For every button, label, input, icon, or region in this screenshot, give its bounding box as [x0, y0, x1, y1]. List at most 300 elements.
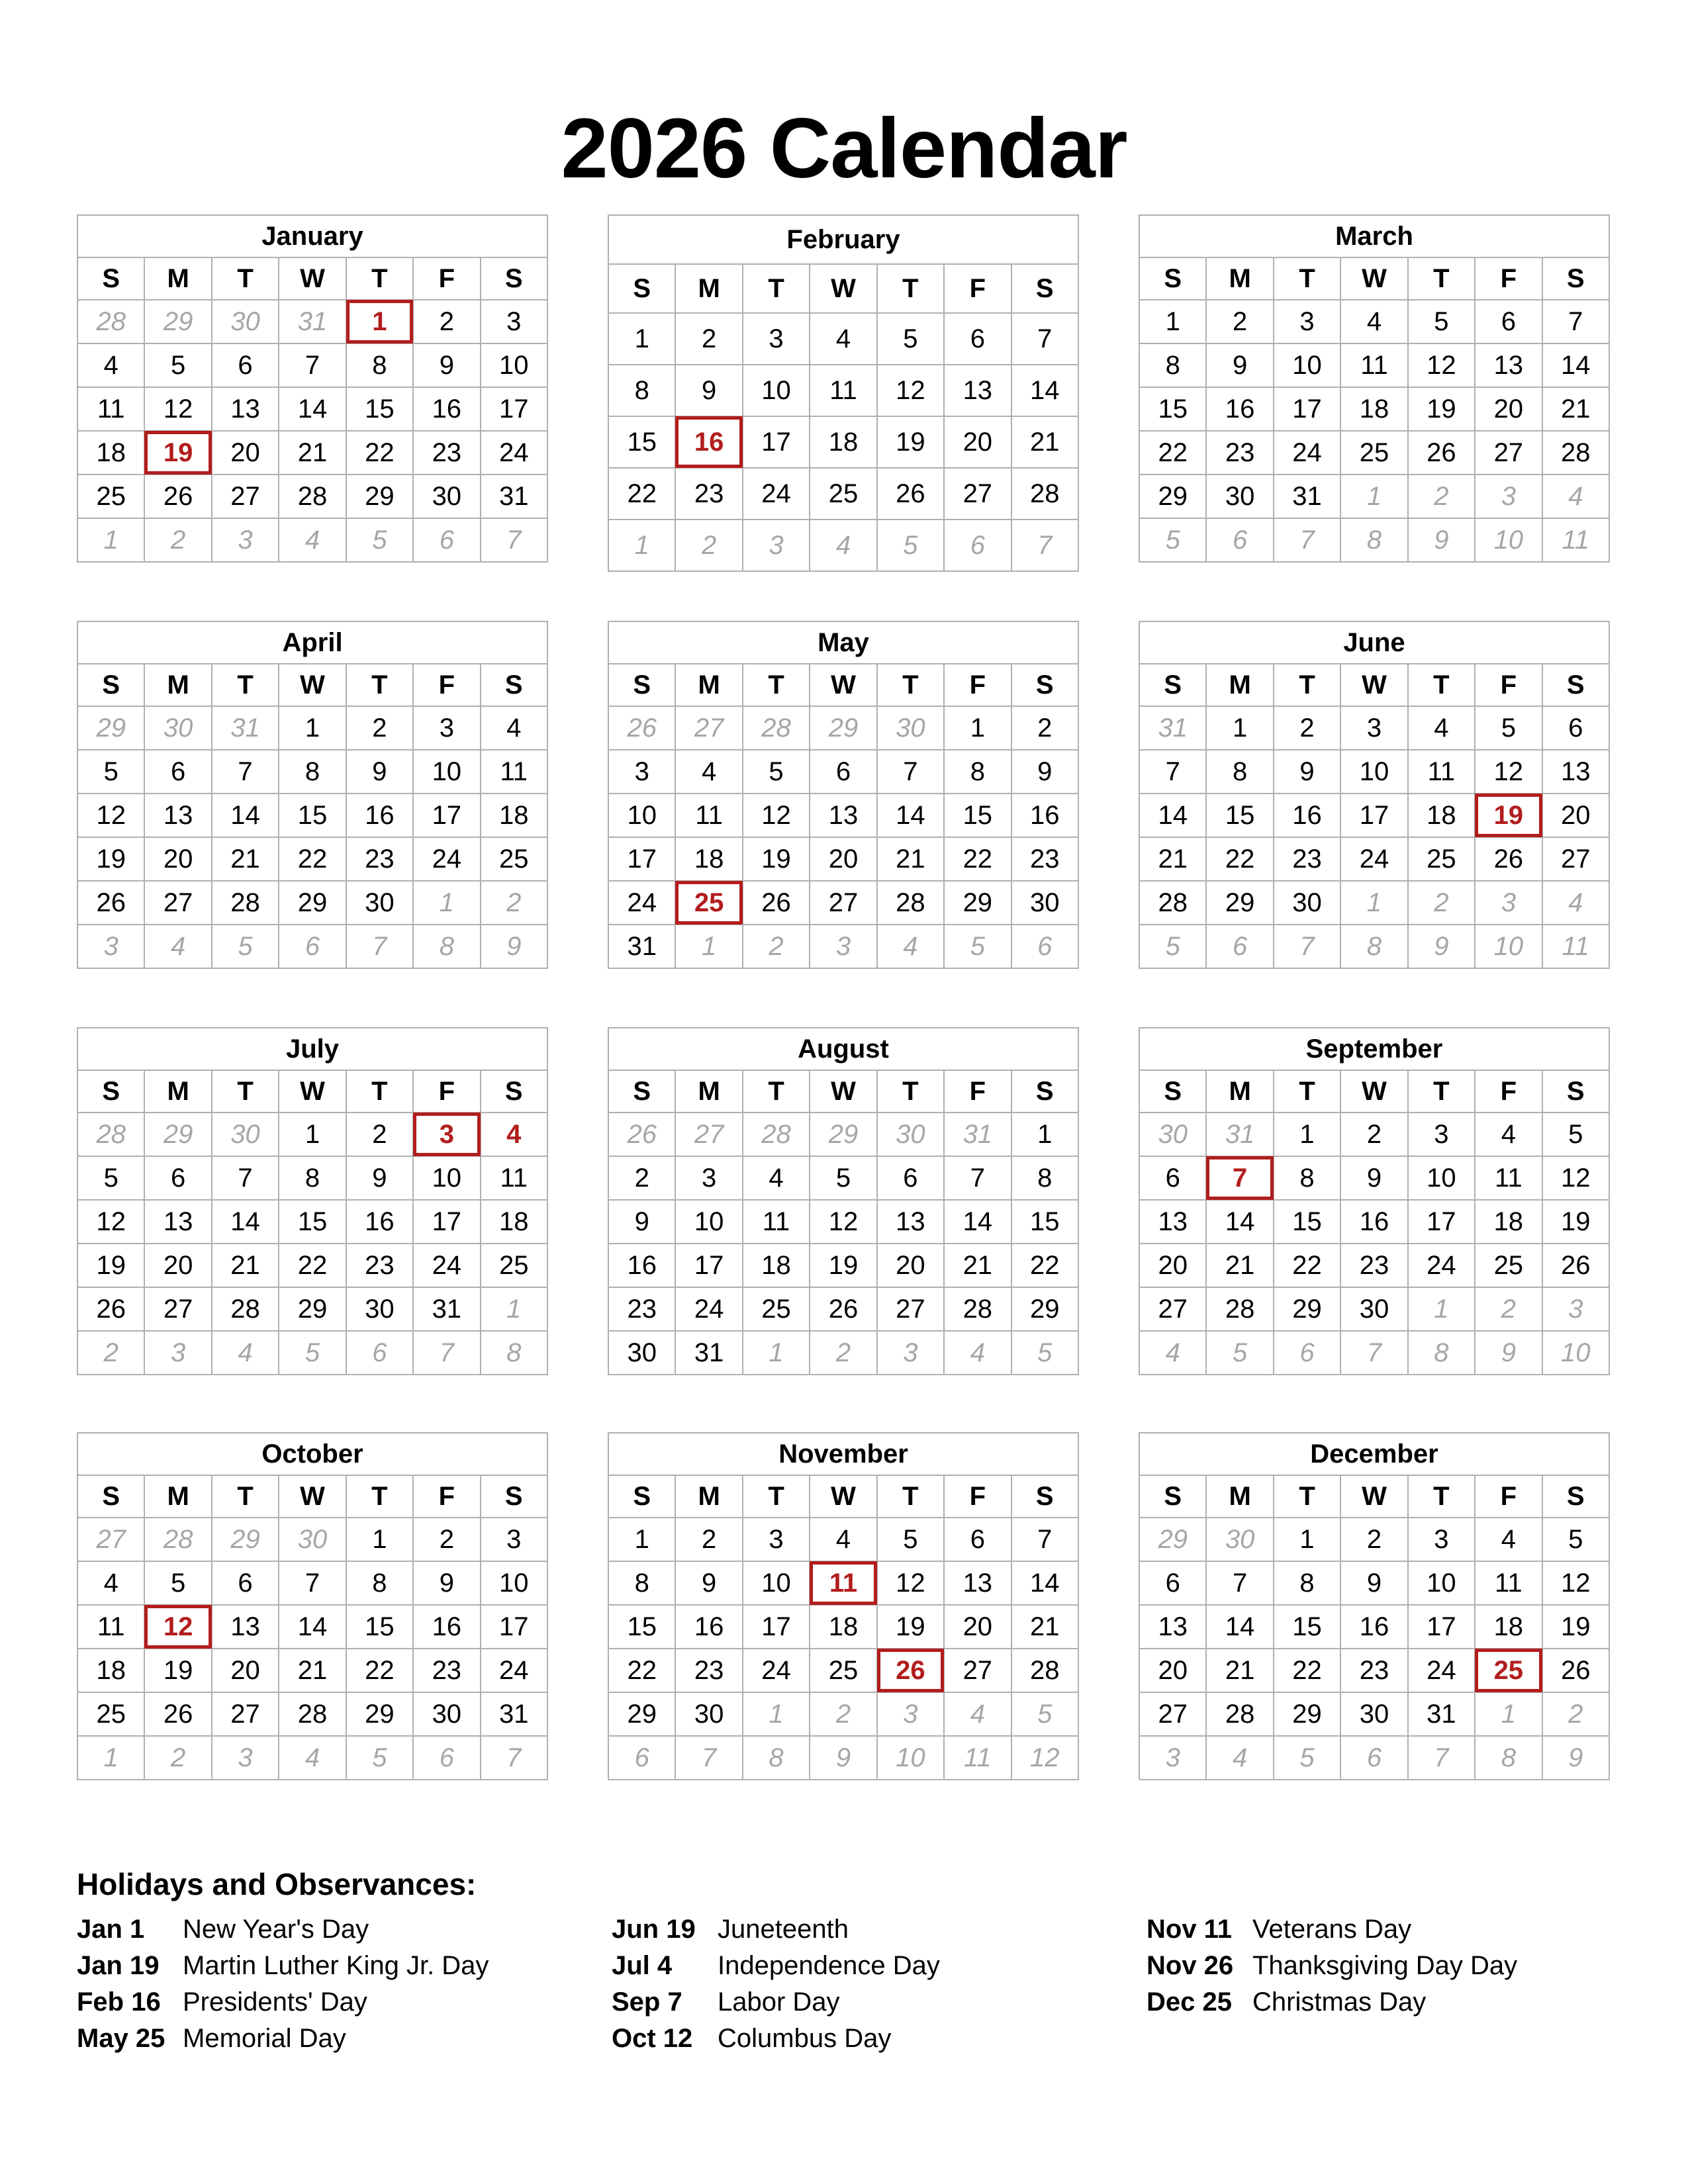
- day-cell[interactable]: 29: [1139, 475, 1206, 518]
- day-cell[interactable]: 17: [675, 1244, 742, 1287]
- day-cell[interactable]: 1: [1011, 1113, 1078, 1156]
- day-cell[interactable]: 7: [212, 750, 279, 794]
- adjacent-month-day-cell[interactable]: 30: [877, 1113, 944, 1156]
- day-cell[interactable]: 24: [608, 881, 675, 925]
- adjacent-month-day-cell[interactable]: 8: [1340, 925, 1407, 968]
- adjacent-month-day-cell[interactable]: 4: [944, 1692, 1011, 1736]
- day-cell[interactable]: 24: [413, 837, 480, 881]
- day-cell[interactable]: 29: [346, 475, 413, 518]
- day-cell[interactable]: 16: [1340, 1605, 1407, 1649]
- day-cell[interactable]: 4: [675, 750, 742, 794]
- day-cell[interactable]: 23: [1011, 837, 1078, 881]
- day-cell[interactable]: 1: [279, 706, 346, 750]
- day-cell[interactable]: 14: [1011, 1561, 1078, 1605]
- day-cell[interactable]: 21: [1206, 1649, 1273, 1692]
- day-cell[interactable]: 10: [413, 1156, 480, 1200]
- day-cell[interactable]: 10: [481, 1561, 547, 1605]
- day-cell[interactable]: 9: [413, 1561, 480, 1605]
- adjacent-month-day-cell[interactable]: 2: [481, 881, 547, 925]
- day-cell[interactable]: 8: [608, 1561, 675, 1605]
- day-cell[interactable]: 23: [413, 431, 480, 475]
- day-cell[interactable]: 31: [1274, 475, 1340, 518]
- day-cell[interactable]: 6: [212, 1561, 279, 1605]
- day-cell[interactable]: 11: [481, 750, 547, 794]
- adjacent-month-day-cell[interactable]: 9: [1475, 1331, 1542, 1375]
- adjacent-month-day-cell[interactable]: 2: [1408, 475, 1475, 518]
- day-cell[interactable]: 10: [743, 1561, 810, 1605]
- day-cell[interactable]: 31: [675, 1331, 742, 1375]
- adjacent-month-day-cell[interactable]: 2: [77, 1331, 144, 1375]
- day-cell[interactable]: 5: [77, 1156, 144, 1200]
- day-cell[interactable]: 8: [1139, 343, 1206, 387]
- day-cell[interactable]: 30: [1340, 1287, 1407, 1331]
- adjacent-month-day-cell[interactable]: 8: [743, 1736, 810, 1780]
- day-cell[interactable]: 13: [1542, 750, 1609, 794]
- adjacent-month-day-cell[interactable]: 3: [810, 925, 876, 968]
- day-cell[interactable]: 5: [877, 313, 944, 365]
- adjacent-month-day-cell[interactable]: 29: [810, 706, 876, 750]
- day-cell[interactable]: 25: [481, 1244, 547, 1287]
- adjacent-month-day-cell[interactable]: 2: [144, 1736, 211, 1780]
- day-cell[interactable]: 22: [1011, 1244, 1078, 1287]
- adjacent-month-day-cell[interactable]: 3: [77, 925, 144, 968]
- day-cell[interactable]: 28: [1139, 881, 1206, 925]
- adjacent-month-day-cell[interactable]: 28: [77, 300, 144, 343]
- adjacent-month-day-cell[interactable]: 3: [1542, 1287, 1609, 1331]
- adjacent-month-day-cell[interactable]: 4: [279, 1736, 346, 1780]
- day-cell[interactable]: 10: [1274, 343, 1340, 387]
- day-cell[interactable]: 16: [1274, 794, 1340, 837]
- day-cell[interactable]: 3: [1408, 1518, 1475, 1561]
- adjacent-month-day-cell[interactable]: 3: [212, 518, 279, 562]
- day-cell[interactable]: 27: [144, 881, 211, 925]
- day-cell[interactable]: 8: [1206, 750, 1273, 794]
- day-cell[interactable]: 30: [1274, 881, 1340, 925]
- day-cell[interactable]: 28: [1542, 431, 1609, 475]
- day-cell[interactable]: 20: [144, 837, 211, 881]
- adjacent-month-day-cell[interactable]: 30: [212, 1113, 279, 1156]
- day-cell[interactable]: 18: [77, 1649, 144, 1692]
- adjacent-month-day-cell[interactable]: 2: [810, 1692, 876, 1736]
- day-cell[interactable]: 1: [279, 1113, 346, 1156]
- day-cell[interactable]: 18: [743, 1244, 810, 1287]
- day-cell[interactable]: 17: [1408, 1605, 1475, 1649]
- day-cell[interactable]: 26: [77, 881, 144, 925]
- day-cell[interactable]: 11: [675, 794, 742, 837]
- day-cell[interactable]: 22: [346, 1649, 413, 1692]
- adjacent-month-day-cell[interactable]: 5: [212, 925, 279, 968]
- day-cell[interactable]: 19: [77, 1244, 144, 1287]
- adjacent-month-day-cell[interactable]: 31: [279, 300, 346, 343]
- day-cell[interactable]: 14: [877, 794, 944, 837]
- day-cell[interactable]: 15: [1274, 1605, 1340, 1649]
- day-cell[interactable]: 9: [1340, 1156, 1407, 1200]
- day-cell[interactable]: 3: [608, 750, 675, 794]
- day-cell[interactable]: 22: [1139, 431, 1206, 475]
- adjacent-month-day-cell[interactable]: 28: [144, 1518, 211, 1561]
- day-cell[interactable]: 17: [413, 1200, 480, 1244]
- day-cell[interactable]: 24: [1408, 1649, 1475, 1692]
- day-cell[interactable]: 27: [944, 1649, 1011, 1692]
- day-cell[interactable]: 8: [279, 1156, 346, 1200]
- adjacent-month-day-cell[interactable]: 1: [675, 925, 742, 968]
- day-cell[interactable]: 7: [1139, 750, 1206, 794]
- day-cell[interactable]: 23: [1274, 837, 1340, 881]
- day-cell[interactable]: 6: [144, 1156, 211, 1200]
- day-cell[interactable]: 24: [743, 1649, 810, 1692]
- day-cell[interactable]: 1: [1206, 706, 1273, 750]
- day-cell[interactable]: 17: [1340, 794, 1407, 837]
- day-cell[interactable]: 27: [1139, 1287, 1206, 1331]
- day-cell[interactable]: 30: [608, 1331, 675, 1375]
- adjacent-month-day-cell[interactable]: 31: [1139, 706, 1206, 750]
- day-cell[interactable]: 11: [481, 1156, 547, 1200]
- day-cell[interactable]: 8: [608, 365, 675, 416]
- day-cell[interactable]: 12: [1542, 1156, 1609, 1200]
- day-cell[interactable]: 29: [279, 1287, 346, 1331]
- adjacent-month-day-cell[interactable]: 2: [1475, 1287, 1542, 1331]
- day-cell[interactable]: 15: [279, 1200, 346, 1244]
- adjacent-month-day-cell[interactable]: 4: [144, 925, 211, 968]
- day-cell[interactable]: 29: [1206, 881, 1273, 925]
- adjacent-month-day-cell[interactable]: 26: [608, 706, 675, 750]
- day-cell[interactable]: 29: [1274, 1287, 1340, 1331]
- day-cell[interactable]: 19: [877, 1605, 944, 1649]
- holiday-day-cell[interactable]: 25: [1475, 1649, 1542, 1692]
- day-cell[interactable]: 27: [212, 475, 279, 518]
- adjacent-month-day-cell[interactable]: 8: [481, 1331, 547, 1375]
- adjacent-month-day-cell[interactable]: 7: [675, 1736, 742, 1780]
- day-cell[interactable]: 21: [212, 1244, 279, 1287]
- day-cell[interactable]: 30: [1206, 475, 1273, 518]
- day-cell[interactable]: 6: [1139, 1561, 1206, 1605]
- day-cell[interactable]: 15: [944, 794, 1011, 837]
- day-cell[interactable]: 14: [944, 1200, 1011, 1244]
- day-cell[interactable]: 21: [877, 837, 944, 881]
- day-cell[interactable]: 19: [877, 416, 944, 468]
- adjacent-month-day-cell[interactable]: 6: [608, 1736, 675, 1780]
- day-cell[interactable]: 4: [1408, 706, 1475, 750]
- day-cell[interactable]: 1: [1274, 1113, 1340, 1156]
- adjacent-month-day-cell[interactable]: 29: [144, 1113, 211, 1156]
- day-cell[interactable]: 12: [1475, 750, 1542, 794]
- adjacent-month-day-cell[interactable]: 7: [481, 518, 547, 562]
- day-cell[interactable]: 30: [413, 475, 480, 518]
- day-cell[interactable]: 20: [944, 1605, 1011, 1649]
- day-cell[interactable]: 12: [810, 1200, 876, 1244]
- day-cell[interactable]: 8: [1274, 1156, 1340, 1200]
- adjacent-month-day-cell[interactable]: 27: [77, 1518, 144, 1561]
- day-cell[interactable]: 20: [1475, 387, 1542, 431]
- holiday-day-cell[interactable]: 12: [144, 1605, 211, 1649]
- day-cell[interactable]: 4: [481, 1113, 547, 1156]
- day-cell[interactable]: 26: [144, 475, 211, 518]
- day-cell[interactable]: 22: [608, 468, 675, 520]
- day-cell[interactable]: 22: [944, 837, 1011, 881]
- day-cell[interactable]: 24: [1340, 837, 1407, 881]
- adjacent-month-day-cell[interactable]: 5: [1139, 925, 1206, 968]
- adjacent-month-day-cell[interactable]: 6: [1274, 1331, 1340, 1375]
- day-cell[interactable]: 30: [413, 1692, 480, 1736]
- adjacent-month-day-cell[interactable]: 5: [944, 925, 1011, 968]
- adjacent-month-day-cell[interactable]: 1: [743, 1331, 810, 1375]
- adjacent-month-day-cell[interactable]: 11: [944, 1736, 1011, 1780]
- day-cell[interactable]: 22: [346, 431, 413, 475]
- day-cell[interactable]: 12: [743, 794, 810, 837]
- day-cell[interactable]: 23: [1206, 431, 1273, 475]
- day-cell[interactable]: 12: [877, 1561, 944, 1605]
- day-cell[interactable]: 28: [1206, 1287, 1273, 1331]
- adjacent-month-day-cell[interactable]: 3: [212, 1736, 279, 1780]
- day-cell[interactable]: 19: [743, 837, 810, 881]
- adjacent-month-day-cell[interactable]: 7: [1011, 520, 1078, 571]
- day-cell[interactable]: 12: [77, 794, 144, 837]
- adjacent-month-day-cell[interactable]: 10: [1475, 925, 1542, 968]
- day-cell[interactable]: 12: [1542, 1561, 1609, 1605]
- adjacent-month-day-cell[interactable]: 1: [743, 1692, 810, 1736]
- day-cell[interactable]: 16: [346, 1200, 413, 1244]
- day-cell[interactable]: 24: [481, 431, 547, 475]
- day-cell[interactable]: 31: [608, 925, 675, 968]
- adjacent-month-day-cell[interactable]: 3: [144, 1331, 211, 1375]
- day-cell[interactable]: 8: [1274, 1561, 1340, 1605]
- day-cell[interactable]: 4: [810, 313, 876, 365]
- day-cell[interactable]: 2: [608, 1156, 675, 1200]
- day-cell[interactable]: 6: [1542, 706, 1609, 750]
- adjacent-month-day-cell[interactable]: 8: [413, 925, 480, 968]
- day-cell[interactable]: 4: [77, 343, 144, 387]
- day-cell[interactable]: 21: [1206, 1244, 1273, 1287]
- adjacent-month-day-cell[interactable]: 28: [743, 706, 810, 750]
- day-cell[interactable]: 11: [77, 387, 144, 431]
- adjacent-month-day-cell[interactable]: 3: [1475, 475, 1542, 518]
- day-cell[interactable]: 4: [1475, 1518, 1542, 1561]
- adjacent-month-day-cell[interactable]: 1: [1340, 475, 1407, 518]
- day-cell[interactable]: 6: [944, 1518, 1011, 1561]
- adjacent-month-day-cell[interactable]: 26: [608, 1113, 675, 1156]
- day-cell[interactable]: 18: [810, 416, 876, 468]
- day-cell[interactable]: 29: [944, 881, 1011, 925]
- day-cell[interactable]: 22: [279, 837, 346, 881]
- day-cell[interactable]: 2: [1274, 706, 1340, 750]
- day-cell[interactable]: 5: [1542, 1518, 1609, 1561]
- day-cell[interactable]: 21: [1542, 387, 1609, 431]
- adjacent-month-day-cell[interactable]: 6: [1206, 925, 1273, 968]
- day-cell[interactable]: 2: [1206, 300, 1273, 343]
- day-cell[interactable]: 13: [1475, 343, 1542, 387]
- day-cell[interactable]: 16: [608, 1244, 675, 1287]
- day-cell[interactable]: 23: [1340, 1649, 1407, 1692]
- day-cell[interactable]: 14: [1206, 1200, 1273, 1244]
- day-cell[interactable]: 17: [1408, 1200, 1475, 1244]
- day-cell[interactable]: 26: [77, 1287, 144, 1331]
- adjacent-month-day-cell[interactable]: 29: [212, 1518, 279, 1561]
- day-cell[interactable]: 20: [877, 1244, 944, 1287]
- adjacent-month-day-cell[interactable]: 27: [675, 1113, 742, 1156]
- day-cell[interactable]: 18: [1475, 1200, 1542, 1244]
- adjacent-month-day-cell[interactable]: 9: [1408, 925, 1475, 968]
- day-cell[interactable]: 24: [1274, 431, 1340, 475]
- day-cell[interactable]: 15: [1011, 1200, 1078, 1244]
- adjacent-month-day-cell[interactable]: 5: [346, 1736, 413, 1780]
- day-cell[interactable]: 10: [1408, 1561, 1475, 1605]
- adjacent-month-day-cell[interactable]: 29: [77, 706, 144, 750]
- day-cell[interactable]: 9: [675, 1561, 742, 1605]
- day-cell[interactable]: 13: [212, 1605, 279, 1649]
- adjacent-month-day-cell[interactable]: 7: [413, 1331, 480, 1375]
- adjacent-month-day-cell[interactable]: 6: [279, 925, 346, 968]
- day-cell[interactable]: 13: [1139, 1200, 1206, 1244]
- adjacent-month-day-cell[interactable]: 8: [1475, 1736, 1542, 1780]
- day-cell[interactable]: 10: [1408, 1156, 1475, 1200]
- adjacent-month-day-cell[interactable]: 1: [608, 520, 675, 571]
- day-cell[interactable]: 10: [608, 794, 675, 837]
- day-cell[interactable]: 5: [1542, 1113, 1609, 1156]
- adjacent-month-day-cell[interactable]: 5: [1274, 1736, 1340, 1780]
- day-cell[interactable]: 3: [675, 1156, 742, 1200]
- adjacent-month-day-cell[interactable]: 9: [481, 925, 547, 968]
- adjacent-month-day-cell[interactable]: 9: [1408, 518, 1475, 562]
- day-cell[interactable]: 23: [675, 468, 742, 520]
- day-cell[interactable]: 20: [944, 416, 1011, 468]
- day-cell[interactable]: 26: [144, 1692, 211, 1736]
- day-cell[interactable]: 22: [608, 1649, 675, 1692]
- day-cell[interactable]: 20: [1139, 1244, 1206, 1287]
- adjacent-month-day-cell[interactable]: 1: [77, 1736, 144, 1780]
- day-cell[interactable]: 5: [144, 1561, 211, 1605]
- adjacent-month-day-cell[interactable]: 10: [1475, 518, 1542, 562]
- holiday-day-cell[interactable]: 19: [1475, 794, 1542, 837]
- day-cell[interactable]: 1: [346, 1518, 413, 1561]
- day-cell[interactable]: 6: [810, 750, 876, 794]
- adjacent-month-day-cell[interactable]: 4: [810, 520, 876, 571]
- day-cell[interactable]: 4: [1475, 1113, 1542, 1156]
- day-cell[interactable]: 22: [1274, 1244, 1340, 1287]
- day-cell[interactable]: 9: [1274, 750, 1340, 794]
- adjacent-month-day-cell[interactable]: 6: [346, 1331, 413, 1375]
- day-cell[interactable]: 22: [1274, 1649, 1340, 1692]
- day-cell[interactable]: 11: [810, 365, 876, 416]
- adjacent-month-day-cell[interactable]: 28: [77, 1113, 144, 1156]
- adjacent-month-day-cell[interactable]: 30: [212, 300, 279, 343]
- adjacent-month-day-cell[interactable]: 5: [346, 518, 413, 562]
- day-cell[interactable]: 12: [877, 365, 944, 416]
- adjacent-month-day-cell[interactable]: 11: [1542, 925, 1609, 968]
- day-cell[interactable]: 13: [877, 1200, 944, 1244]
- day-cell[interactable]: 19: [1408, 387, 1475, 431]
- day-cell[interactable]: 5: [877, 1518, 944, 1561]
- adjacent-month-day-cell[interactable]: 1: [1340, 881, 1407, 925]
- day-cell[interactable]: 7: [279, 1561, 346, 1605]
- day-cell[interactable]: 24: [1408, 1244, 1475, 1287]
- day-cell[interactable]: 12: [77, 1200, 144, 1244]
- adjacent-month-day-cell[interactable]: 1: [413, 881, 480, 925]
- adjacent-month-day-cell[interactable]: 7: [1274, 518, 1340, 562]
- day-cell[interactable]: 21: [1139, 837, 1206, 881]
- adjacent-month-day-cell[interactable]: 4: [1139, 1331, 1206, 1375]
- day-cell[interactable]: 17: [743, 416, 810, 468]
- day-cell[interactable]: 18: [1475, 1605, 1542, 1649]
- day-cell[interactable]: 27: [1542, 837, 1609, 881]
- day-cell[interactable]: 7: [944, 1156, 1011, 1200]
- adjacent-month-day-cell[interactable]: 10: [877, 1736, 944, 1780]
- day-cell[interactable]: 23: [608, 1287, 675, 1331]
- adjacent-month-day-cell[interactable]: 10: [1542, 1331, 1609, 1375]
- day-cell[interactable]: 23: [413, 1649, 480, 1692]
- day-cell[interactable]: 9: [675, 365, 742, 416]
- adjacent-month-day-cell[interactable]: 7: [1274, 925, 1340, 968]
- day-cell[interactable]: 16: [346, 794, 413, 837]
- day-cell[interactable]: 25: [810, 468, 876, 520]
- day-cell[interactable]: 17: [743, 1605, 810, 1649]
- day-cell[interactable]: 5: [77, 750, 144, 794]
- day-cell[interactable]: 29: [608, 1692, 675, 1736]
- day-cell[interactable]: 14: [212, 1200, 279, 1244]
- adjacent-month-day-cell[interactable]: 3: [877, 1331, 944, 1375]
- day-cell[interactable]: 31: [481, 1692, 547, 1736]
- adjacent-month-day-cell[interactable]: 6: [1011, 925, 1078, 968]
- day-cell[interactable]: 18: [1408, 794, 1475, 837]
- day-cell[interactable]: 15: [1206, 794, 1273, 837]
- day-cell[interactable]: 21: [279, 431, 346, 475]
- day-cell[interactable]: 15: [346, 387, 413, 431]
- adjacent-month-day-cell[interactable]: 30: [1139, 1113, 1206, 1156]
- adjacent-month-day-cell[interactable]: 4: [1206, 1736, 1273, 1780]
- adjacent-month-day-cell[interactable]: 2: [810, 1331, 876, 1375]
- adjacent-month-day-cell[interactable]: 30: [1206, 1518, 1273, 1561]
- holiday-day-cell[interactable]: 26: [877, 1649, 944, 1692]
- day-cell[interactable]: 13: [944, 1561, 1011, 1605]
- day-cell[interactable]: 5: [1475, 706, 1542, 750]
- day-cell[interactable]: 20: [212, 431, 279, 475]
- day-cell[interactable]: 20: [144, 1244, 211, 1287]
- adjacent-month-day-cell[interactable]: 11: [1542, 518, 1609, 562]
- day-cell[interactable]: 31: [413, 1287, 480, 1331]
- day-cell[interactable]: 25: [1408, 837, 1475, 881]
- adjacent-month-day-cell[interactable]: 5: [1139, 518, 1206, 562]
- adjacent-month-day-cell[interactable]: 27: [675, 706, 742, 750]
- adjacent-month-day-cell[interactable]: 1: [77, 518, 144, 562]
- day-cell[interactable]: 7: [877, 750, 944, 794]
- adjacent-month-day-cell[interactable]: 5: [1011, 1331, 1078, 1375]
- day-cell[interactable]: 27: [1139, 1692, 1206, 1736]
- day-cell[interactable]: 8: [346, 343, 413, 387]
- day-cell[interactable]: 24: [481, 1649, 547, 1692]
- day-cell[interactable]: 6: [144, 750, 211, 794]
- day-cell[interactable]: 30: [346, 1287, 413, 1331]
- day-cell[interactable]: 22: [279, 1244, 346, 1287]
- day-cell[interactable]: 23: [1340, 1244, 1407, 1287]
- day-cell[interactable]: 21: [212, 837, 279, 881]
- day-cell[interactable]: 26: [810, 1287, 876, 1331]
- day-cell[interactable]: 15: [608, 416, 675, 468]
- day-cell[interactable]: 13: [144, 794, 211, 837]
- day-cell[interactable]: 4: [743, 1156, 810, 1200]
- day-cell[interactable]: 14: [1542, 343, 1609, 387]
- day-cell[interactable]: 31: [481, 475, 547, 518]
- day-cell[interactable]: 13: [212, 387, 279, 431]
- adjacent-month-day-cell[interactable]: 2: [144, 518, 211, 562]
- day-cell[interactable]: 31: [1408, 1692, 1475, 1736]
- day-cell[interactable]: 2: [675, 1518, 742, 1561]
- day-cell[interactable]: 6: [212, 343, 279, 387]
- day-cell[interactable]: 8: [346, 1561, 413, 1605]
- day-cell[interactable]: 4: [810, 1518, 876, 1561]
- day-cell[interactable]: 6: [1139, 1156, 1206, 1200]
- day-cell[interactable]: 8: [1011, 1156, 1078, 1200]
- day-cell[interactable]: 9: [346, 750, 413, 794]
- day-cell[interactable]: 26: [1542, 1244, 1609, 1287]
